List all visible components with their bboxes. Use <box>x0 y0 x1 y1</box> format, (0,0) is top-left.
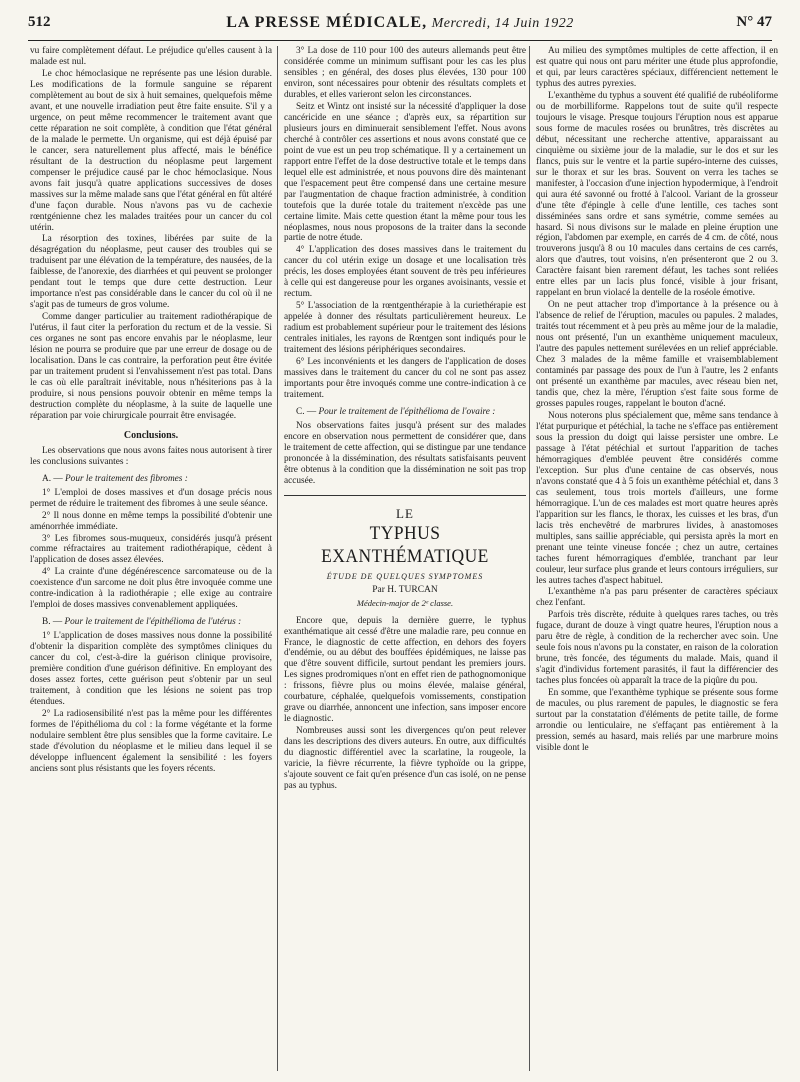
article-divider <box>284 495 526 496</box>
journal-title: LA PRESSE MÉDICALE, <box>226 14 428 31</box>
column-rule <box>529 46 530 1071</box>
issue-date: Mercredi, 14 Juin 1922 <box>431 16 574 31</box>
column-2 <box>284 46 526 1076</box>
column-1 <box>30 46 272 1076</box>
paragraph: L'exanthème du typhus a souvent été qualifié de rubéoliforme ou de morbilliforme. Rappelons tout de suite qu'il respecte toujours le visage. Presque toujours l'éruption nous est apparue sous forme de macules rosées ou brunâtres, très discrètes au début, nécessitant une recherche attentive, apparaissant au cinquième ou sixième jour de la maladie, sur le dos et sur les flancs, puis sur le ventre et la partie supéro-interne des cuisses, sur le thorax et sur les bras. Souvent on verra les taches se manifester, à l'occasion d'une injection hypodermique, à l'endroit qui aura été savonné ou frotté à l'alcool. Variant de la grosseur d'une tête d'épingle à celle d'une lentille, ces taches sont disséminées sans ordre et sans symétrie, comme semées au hasard. Si nous divisons sur le malade en pleine éruption une région, l'abdomen par exemple, en carrés de 4 cm. de côté, nous trouverons jusqu'à 8 ou 10 macules dans certains de ces carrés, alors que d'autres, tout voisins, n'en présenteront que 2 ou 3. Caractère faisant bien rarement défaut, les taches sont reliées entre elles par un lacis plus foncé, visible à jour frisant, rappelant en brun violacé la dentelle de la roséole émotive. <box>536 90 778 299</box>
list-paragraph: 1° L'application de doses massives nous donne la possibilité d'obtenir la disparition complète des symptômes cliniques du cancer du col, c'est-à-dire la guérison clinique provisoire, première condition d'une guérison définitive. En employant des doses assez fortes, cette guérison peut s'obtenir par un seul traitement, à condition que les lésions ne soient pas trop étendues. <box>30 631 272 708</box>
list-paragraph: 3° Les fibromes sous-muqueux, considérés jusqu'à présent comme réfractaires au traitement radiothérapique, cèdent à l'application de doses assez élevées. <box>30 533 272 566</box>
list-paragraph: 1° L'emploi de doses massives et d'un dosage précis nous permet de réduire le traitement des fibromes à une seule séance. <box>30 487 272 509</box>
paragraph: Nos observations faites jusqu'à présent sur des malades encore en observation nous permettent de considérer que, dans le traitement de cette affection, qui se distingue par une tendance prononcée à la dissémination, des résultats satisfaisants peuvent être obtenus à la condition que la dissémination ne soit pas trop accusée. <box>284 420 526 486</box>
paragraph: Au milieu des symptômes multiples de cette affection, il en est quatre qui nous ont paru mériter une étude plus approfondie, et qui, par leurs caractères spéciaux, différencient nettement le typhus des autres pyrexies. <box>536 46 778 89</box>
paragraph: En somme, que l'exanthème typhique se présente sous forme de macules, ou plus rarement de papules, le diagnostic se fera surtout par la constatation d'éléments de petite taille, de forme arrondie ou lenticulaire, ne s'effaçant pas entièrement à la pression, semés au hasard, mais reliés par une marbrure moins visible dont le <box>536 688 778 754</box>
subsection-heading <box>30 474 272 485</box>
subsection-heading <box>284 407 526 418</box>
page-number: 512 <box>28 14 51 30</box>
column-3 <box>536 46 778 1076</box>
section-heading: Conclusions. <box>123 429 179 441</box>
paragraph: Comme danger particulier au traitement radiothérapique de l'utérus, il faut citer la perforation du rectum et de la vessie. Si ces organes ne sont pas encore envahis par le néoplasme, leur lésion ne pourra se produire que par une erreur de dosage ou de localisation. Dans le cas contraire, la perforation peut être évitée par un traitement prudent si l'envahissement n'est pas total. Dans le cas où elle paraîtrait inévitable, nous n'hésiterions pas à la produire, si nous pensions pouvoir obtenir en même temps la destruction complète du néoplasme, à la suite de laquelle une réparation par voie chirurgicale pourrait être envisagée. <box>30 312 272 421</box>
list-paragraph: 2° Il nous donne en même temps la possibilité d'obtenir une aménorrhée immédiate. <box>30 510 272 532</box>
subsection-heading <box>30 617 272 628</box>
subsection-title: Pour le traitement des fibromes : <box>65 473 188 484</box>
article-title: TYPHUS EXANTHÉMATIQUE <box>321 523 489 567</box>
journal-masthead <box>28 14 772 32</box>
article-kicker: LE <box>396 505 414 521</box>
list-paragraph: 4° La crainte d'une dégénérescence sarcomateuse ou de la coexistence d'un sarcome ne doit plus être invoquée comme une contre-indication à la radiothérapie ; elle exige au contraire l'emploi de doses massives convenablement appliquées. <box>30 567 272 611</box>
paragraph: La résorption des toxines, libérées par suite de la désagrégation du néoplasme, peut causer des troubles qui se traduisent par une élévation de la température, des nausées, de la faiblesse, de l'anorexie, des diarrhées et qui peuvent se prolonger pendant tout le temps que dure cette destruction. Leur importance n'est pas considérable dans le cancer du col où il ne s'agit pas de tumeurs de gros volume. <box>30 234 272 311</box>
paragraph: Nous noterons plus spécialement que, même sans tendance à l'état purpurique et pétéchial, la tache ne s'efface pas entièrement sous la pression du doigt qui laisse persister une ombre. Le passage à l'état pétéchial et surtout l'apparition de taches hémorragiques d'emblée peuvent être considérés comme l'exception. Sur plus d'une centaine de cas observés, nous n'avons constaté que 4 à 5 fois un exanthème pétéchial et, dans 3 cas seulement, tous trois mortels d'ailleurs, une forme hémorragique. L'un de ces malades est mort quatre heures après l'apparition sur les flancs, le thorax, les cuisses et les bras, d'un lacis très enchevêtré de marbrures livides, à anastomoses multiples, sans saillie appréciable, qui persista après la mort en prenant une teinte vineuse foncée ; chez un autre, certaines taches furent hémorragiques d'emblée, tranchant par leur couleur, leur surface plus grande et leurs contours irréguliers, sur les autres taches d'aspect habituel. <box>536 410 778 586</box>
paragraph: vu faire complètement défaut. Le préjudice qu'elles causent à la malade est nul. <box>30 46 272 67</box>
issue-number: N° 47 <box>736 14 772 30</box>
list-paragraph: 4° L'application des doses massives dans le traitement du cancer du col utérin exige un dosage et une localisation très précis, les doses employées étant souvent de très peu inférieures à celle qui est dangereuse pour les organes avoisinants, vessie et rectum. <box>284 245 526 300</box>
subsection-prefix: C. — <box>296 407 317 417</box>
paragraph: Les observations que nous avons faites nous autorisent à tirer les conclusions suivantes : <box>30 445 272 467</box>
list-paragraph: 3° La dose de 110 pour 100 des auteurs allemands peut être considérée comme un minimum suffisant pour les cas les plus sensibles ; en général, des doses plus élevées, 130 pour 100 environ, sont nécessaires pour obtenir des résultats complets et durables, et elles varieront selon les circonstances. <box>284 46 526 100</box>
list-paragraph: 2° La radiosensibilité n'est pas la même pour les différentes formes de l'épithélioma du col : la forme végétante et la forme nodulaire semblent être plus sensibles que la forme cavitaire. Le stade d'évolution du néoplasme et le milieu dans lequel il se développe influencent également la sensibilité : les foyers anciens sont plus résistants que les foyers récents. <box>30 709 272 774</box>
paragraph: Le choc hémoclasique ne représente pas une lésion durable. Les modifications de la formule sanguine se réparent complètement au bout de six à huit semaines, quelquefois même avant, et une nouvelle irradiation peut être faite ensuite. S'il y a urgence, on peut même recommencer le traitement avant que cette réparation ne soit complète, à condition que l'état général de la malade le permette. Un organisme, qui est déjà épuisé par le cancer, sera naturellement plus affecté, mais le bénéfice résultant de la destruction du néoplasme peut largement compenser le préjudice causé par le choc hémoclasique. Nous avons fait jusqu'à quatre applications successives de doses massives sur la même malade sans que l'état général en fût altéré d'une façon durable. Nous n'avons pas vu de cachexie rœntgénienne chez les malades traitées pour un cancer du col utérin. <box>30 68 272 233</box>
subsection-prefix: A. — <box>42 473 63 484</box>
paragraph: Encore que, depuis la dernière guerre, le typhus exanthématique ait cessé d'être une maladie rare, peu connue en France, le diagnostic de cette affection, en dehors des foyers d'endémie, ou au début des bouffées épidémiques, ne laisse pas que d'être souvent difficile, surtout pendant les premiers jours. Les signes prodromiques n'ont en effet rien de pathognomonique : frissons, fièvre plus ou moins élevée, malaise général, courbature, céphalée, quelquefois vomissements, constipation grave ou diarrhée, annoncent une infection, sans imposer encore le diagnostic. <box>284 615 526 725</box>
list-paragraph: 6° Les inconvénients et les dangers de l'application de doses massives dans le traitement du cancer du col ne sont pas assez importants pour être invoqués comme une contre-indication à ce traitement. <box>284 357 526 401</box>
paragraph: Parfois très discrète, réduite à quelques rares taches, ou très fugace, durant de douze à vingt quatre heures, l'éruption nous a paru être de règle, à condition de la rechercher avec soin. Une seule fois nous n'avons pu la constater, en raison de la coloration brune, très foncée, des téguments du malade. Mais, quand il s'agit d'individus fortement parasités, il faut la différencier des taches plus foncées où apparaît la trace de la piqûre du pou. <box>536 610 778 687</box>
article-author: Par H. TURCAN <box>372 585 438 596</box>
article-subtitle: ÉTUDE DE QUELQUES SYMPTOMES <box>326 571 484 581</box>
subsection-title: Pour le traitement de l'épithélioma de l'utérus : <box>64 617 242 628</box>
paragraph: Seitz et Wintz ont insisté sur la nécessité d'appliquer la dose cancéricide en une séance ; d'après eux, sa répartition sur plusieurs jours en diminuerait sensiblement l'effet. Nous avons cherché à contrôler ces assertions et nous avons constaté que ce point de vue est un peu trop schématique. Il y a certainement un rapport entre l'effet de la dose destructive totale et le temps dans lequel elle est administrée, et nous pouvons dire dès maintenant que l'espacement peut être compensé dans une certaine mesure par l'augmentation de chaque fraction administrée, à condition toutefois que la durée totale du traitement n'excède pas une certaine limite. Mais cette question étant la même pour tous les néoplasmes, nous nous proposons de la traiter dans la seconde partie de notre étude. <box>284 101 526 244</box>
paragraph: Nombreuses aussi sont les divergences qu'on peut relever dans les descriptions des divers auteurs. En outre, aux difficultés du diagnostic différentiel avec la scarlatine, la rougeole, la varicie, la fièvre récurrente, la fièvre typhoïde ou la grippe, s'ajoute souvent ce fait qu'en présence d'un cas isolé, on ne pense pas au typhus. <box>284 726 526 792</box>
author-role: Médecin-major de 2ᵉ classe. <box>356 597 454 608</box>
paragraph: L'exanthème n'a pas paru présenter de caractères spéciaux chez l'enfant. <box>536 587 778 609</box>
column-rule <box>277 46 278 1071</box>
subsection-title: Pour le traitement de l'épithélioma de l'ovaire : <box>318 407 496 417</box>
subsection-prefix: B. — <box>42 617 63 628</box>
paragraph: On ne peut attacher trop d'importance à la présence ou à l'absence de relief de l'éruption, macules ou papules. 2 malades, traités tout récemment et à peu près au même jour de la maladie, nous ont présenté, l'un un exanthème uniquement maculeux, l'autre des papules nettement surélevées en un relief appréciable. Chez 3 malades de la même famille et vraisemblablement contaminés par passage des poux de l'un à l'autre, les 2 enfants ont présenté un exanthème par macules, avec réseau bien net, tandis que, chez la mère, l'éruption s'est faite sous forme de grosses papules rouges, rappelant le bouton d'acné. <box>536 300 778 409</box>
list-paragraph: 5° L'association de la rœntgenthérapie à la curiethérapie est appelée à donner des résultats particulièrement heureux. Le radium est probablement supérieur pour le traitement des lésions centrales initiales, les rayons de Rœntgen sont indiqués pour le traitement des lésions périphériques secondaires. <box>284 301 526 356</box>
page-header <box>28 14 772 41</box>
